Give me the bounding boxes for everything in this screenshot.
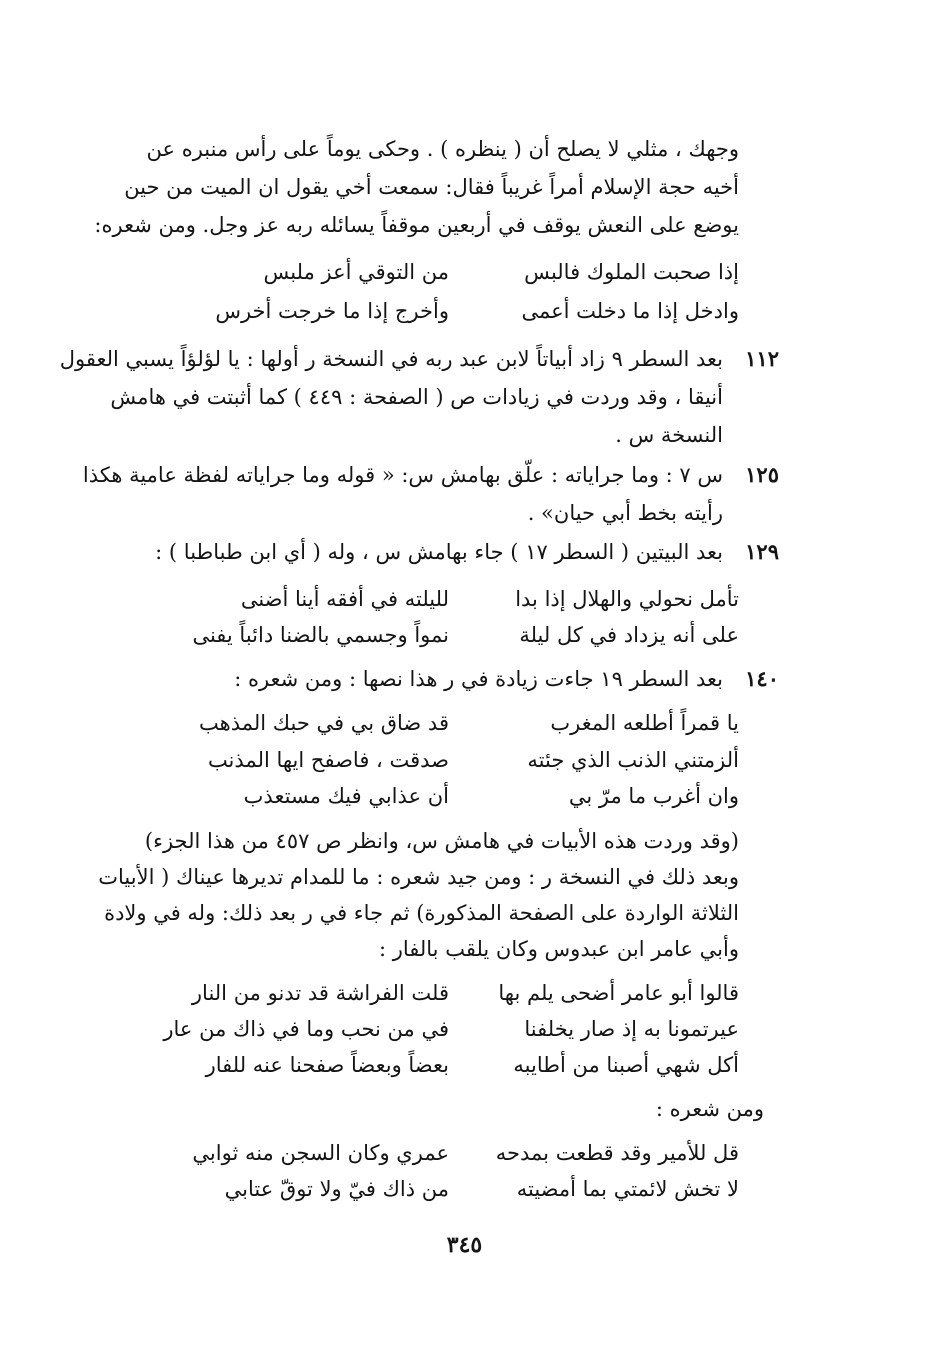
verse-b2-hemistich-2: نمواً وجسمي بالضنا دائباً يفنى: [192, 623, 449, 647]
note-number-125: ١٢٥: [745, 462, 779, 487]
note-112-line-2: أنيقا ، وقد وردت في زيادات ص ( الصفحة : ٤٤٩ ) كما أثبتت في هامش: [110, 385, 723, 409]
verse-a2-hemistich-2: وأخرج إذا ما خرجت أخرس: [215, 299, 449, 323]
verse-d1-hemistich-2: قلت الفراشة قد تدنو من النار: [191, 981, 449, 1005]
para2-line-1: (وقد وردت هذه الأبيات في هامش س، وانظر ص ٤٥٧ من هذا الجزء): [144, 829, 739, 853]
note-number-112: ١١٢: [745, 346, 779, 371]
note-125-line-2: رأيته بخط أبي حيان» .: [527, 501, 723, 525]
verse-a1-hemistich-1: إذا صحبت الملوك فالبس: [524, 260, 739, 284]
verse-b2-hemistich-1: على أنه يزداد في كل ليلة: [519, 623, 739, 647]
verse-d3-hemistich-2: بعضاً وبعضاً صفحنا عنه للفار: [205, 1053, 449, 1077]
verse-c2-hemistich-1: ألزمتني الذنب الذي جئته: [527, 748, 739, 772]
note-125-line-1: س ٧ : وما جراياته : علّق بهامش س: « قوله وما جراياته لفظة عامية هكذا: [82, 463, 723, 487]
intro-line-1: وجهك ، مثلي لا يصلح أن ( ينظره ) . وحكى يوماً على رأس منبره عن: [146, 137, 739, 161]
note-112-line-1: بعد السطر ٩ زاد أبياتاً لابن عبد ربه في النسخة ر أولها : يا لؤلؤاً يسبي العقول: [59, 347, 723, 371]
verse-d3-hemistich-1: أكل شهي أصبنا من أطايبه: [513, 1053, 739, 1077]
verse-e2-hemistich-1: لا تخش لائمتي بما أمضيته: [516, 1177, 739, 1201]
verse-c3-hemistich-1: وان أغرب ما مرّ بي: [568, 784, 739, 808]
verse-c3-hemistich-2: أن عذابي فيك مستعذب: [243, 784, 449, 808]
intro-line-3: يوضع على النعش يوقف في أربعين موقفاً يسائله ربه عز وجل. ومن شعره:: [94, 213, 739, 237]
verse-c1-hemistich-1: يا قمراً أطلعه المغرب: [550, 711, 739, 735]
verse-a2-hemistich-1: وادخل إذا ما دخلت أعمى: [521, 299, 739, 323]
verse-e2-hemistich-2: من ذاك فيّ ولا توقّ عتابي: [224, 1177, 449, 1201]
min-shi3rihi-heading: ومن شعره :: [655, 1097, 764, 1121]
note-129-line-1: بعد البيتين ( السطر ١٧ ) جاء بهامش س ، وله ( أي ابن طباطبا ) :: [155, 540, 723, 564]
verse-d2-hemistich-1: عيرتمونا به إذ صار يخلفنا: [524, 1017, 739, 1041]
verse-e1-hemistich-1: قل للأمير وقد قطعت بمدحه: [495, 1141, 739, 1165]
intro-line-2: أخيه حجة الإسلام أمراً غريباً فقال: سمعت أخي يقول ان الميت من حين: [124, 175, 739, 199]
verse-d2-hemistich-2: في من نحب وما في ذاك من عار: [163, 1017, 449, 1041]
verse-b1-hemistich-1: تأمل نحولي والهلال إذا بدا: [515, 587, 739, 611]
para2-line-2: وبعد ذلك في النسخة ر : ومن جيد شعره : ما للمدام تديرها عيناك ( الأبيات: [98, 865, 739, 889]
verse-b1-hemistich-2: لليلته في أفقه أينا أضنى: [240, 587, 449, 611]
note-number-129: ١٢٩: [745, 539, 779, 564]
verse-c1-hemistich-2: قد ضاق بي في حبك المذهب: [199, 711, 449, 735]
verse-e1-hemistich-2: عمري وكان السجن منه ثوابي: [192, 1141, 449, 1165]
note-number-140: ١٤٠: [745, 666, 779, 691]
note-112-line-3: النسخة س .: [615, 423, 723, 447]
para2-line-4: وأبي عامر ابن عبدوس وكان يلقب بالفار :: [378, 937, 739, 961]
verse-d1-hemistich-1: قالوا أبو عامر أضحى يلم بها: [498, 981, 739, 1005]
verse-a1-hemistich-2: من التوقي أعز ملبس: [263, 260, 449, 284]
verse-c2-hemistich-2: صدقت ، فاصفح ايها المذنب: [207, 748, 449, 772]
para2-line-3: الثلاثة الواردة على الصفحة المذكورة) ثم جاء في ر بعد ذلك: وله في ولادة: [104, 901, 739, 925]
note-140-line-1: بعد السطر ١٩ جاءت زيادة في ر هذا نصها : ومن شعره :: [234, 667, 723, 691]
page-number: ٣٤٥: [446, 1232, 483, 1258]
